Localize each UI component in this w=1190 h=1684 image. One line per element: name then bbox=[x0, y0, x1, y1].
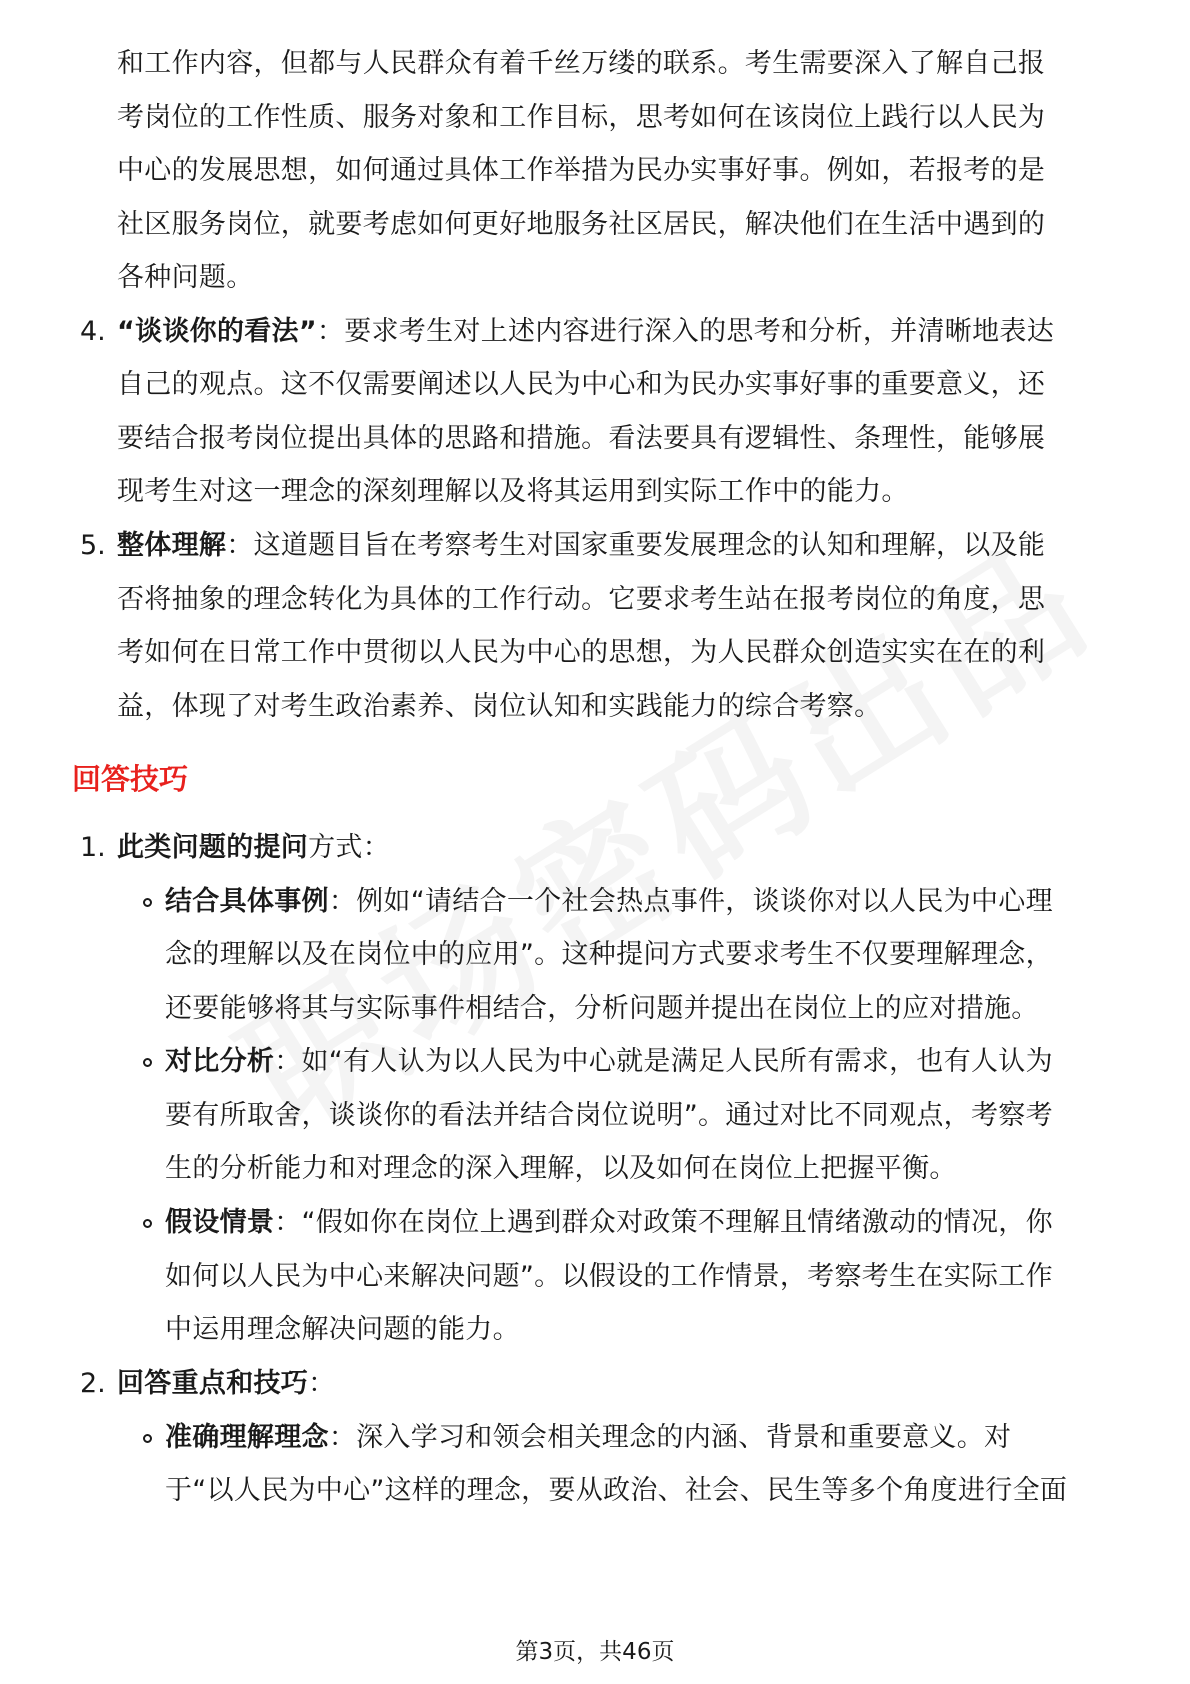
tips-1-heading: 此类问题的提问 bbox=[117, 832, 309, 863]
tips-1-heading-line bbox=[117, 830, 390, 866]
bullet-text: ：“假如你在岗位上遇到群众对政策不理解且情绪激动的情况，你 bbox=[274, 1207, 1053, 1238]
page-footer: 第3页，共46页 bbox=[515, 1639, 675, 1665]
bullet-text: ：如“有人认为以人民为中心就是满足人民所有需求，也有人认为 bbox=[274, 1046, 1053, 1077]
paragraph-line: 考岗位的工作性质、服务对象和工作目标，思考如何在该岗位上践行以人民为 bbox=[117, 102, 1046, 133]
list-item-5-text: ：这道题目旨在考察考生对国家重要发展理念的认知和理解，以及能 bbox=[226, 530, 1046, 561]
list-item-5-first-line bbox=[117, 528, 1045, 564]
paragraph-line: 益，体现了对考生政治素养、岗位认知和实践能力的综合考察。 bbox=[117, 691, 882, 722]
bullet-item-first-line bbox=[165, 1420, 1011, 1456]
list-item-4-text: ：要求考生对上述内容进行深入的思考和分析，并清晰地表达 bbox=[316, 316, 1054, 347]
paragraph-line: 考如何在日常工作中贯彻以人民为中心的思想，为人民群众创造实实在在的利 bbox=[117, 637, 1046, 668]
list-item-5-heading: 整体理解 bbox=[117, 530, 227, 561]
paragraph-line: 和工作内容，但都与人民群众有着千丝万缕的联系。考生需要深入了解自己报 bbox=[117, 48, 1046, 79]
paragraph-line: 要有所取舍，谈谈你的看法并结合岗位说明”。通过对比不同观点，考察考 bbox=[165, 1100, 1053, 1131]
tips-2-heading: 回答重点和技巧 bbox=[117, 1368, 309, 1399]
bullet-heading: 对比分析 bbox=[165, 1046, 275, 1077]
bullet-icon bbox=[143, 1219, 152, 1228]
bullet-item-first-line bbox=[165, 1205, 1053, 1241]
paragraph-line: 社区服务岗位，就要考虑如何更好地服务社区居民，解决他们在生活中遇到的 bbox=[117, 209, 1046, 240]
paragraph-line: 否将抽象的理念转化为具体的工作行动。它要求考生站在报考岗位的角度，思 bbox=[117, 584, 1046, 615]
paragraph-line: 中运用理念解决问题的能力。 bbox=[165, 1314, 520, 1345]
paragraph-line: 念的理解以及在岗位中的应用”。这种提问方式要求考生不仅要理解理念， bbox=[165, 939, 1053, 970]
bullet-icon bbox=[143, 1058, 152, 1067]
list-number: 2. bbox=[80, 1368, 106, 1399]
paragraph-line: 自己的观点。这不仅需要阐述以人民为中心和为民办实事好事的重要意义，还 bbox=[117, 369, 1046, 400]
list-number: 5. bbox=[80, 530, 106, 561]
paragraph-line: 各种问题。 bbox=[117, 262, 254, 293]
bullet-heading: 假设情景 bbox=[165, 1207, 275, 1238]
paragraph-line: 要结合报考岗位提出具体的思路和措施。看法要具有逻辑性、条理性，能够展 bbox=[117, 423, 1046, 454]
list-number: 1. bbox=[80, 832, 106, 863]
bullet-heading: 结合具体事例 bbox=[165, 886, 329, 917]
bullet-item-first-line bbox=[165, 1044, 1053, 1080]
list-number: 4. bbox=[80, 316, 106, 347]
bullet-icon bbox=[143, 1434, 152, 1443]
paragraph-line: 中心的发展思想，如何通过具体工作举措为民办实事好事。例如，若报考的是 bbox=[117, 155, 1046, 186]
bullet-heading: 准确理解理念 bbox=[165, 1422, 329, 1453]
bullet-text: ：例如“请结合一个社会热点事件，谈谈你对以人民为中心理 bbox=[328, 886, 1053, 917]
paragraph-line: 生的分析能力和对理念的深入理解，以及如何在岗位上把握平衡。 bbox=[165, 1153, 957, 1184]
tips-2-heading-rest: ： bbox=[308, 1368, 336, 1399]
tips-1-heading-rest: 方式： bbox=[308, 832, 391, 863]
paragraph-line: 如何以人民为中心来解决问题”。以假设的工作情景，考察考生在实际工作 bbox=[165, 1261, 1053, 1292]
section-title: 回答技巧 bbox=[72, 762, 189, 796]
paragraph-line: 还要能够将其与实际事件相结合，分析问题并提出在岗位上的应对措施。 bbox=[165, 993, 1039, 1024]
bullet-text: ：深入学习和领会相关理念的内涵、背景和重要意义。对 bbox=[328, 1422, 1012, 1453]
bullet-icon bbox=[143, 898, 152, 907]
paragraph-line: 现考生对这一理念的深刻理解以及将其运用到实际工作中的能力。 bbox=[117, 476, 909, 507]
list-item-4-first-line bbox=[117, 314, 1054, 350]
list-item-4-heading: “谈谈你的看法” bbox=[117, 316, 317, 347]
paragraph-line: 于“以人民为中心”这样的理念，要从政治、社会、民生等多个角度进行全面 bbox=[165, 1475, 1068, 1506]
tips-2-heading-line bbox=[117, 1366, 335, 1402]
bullet-item-first-line bbox=[165, 884, 1053, 920]
